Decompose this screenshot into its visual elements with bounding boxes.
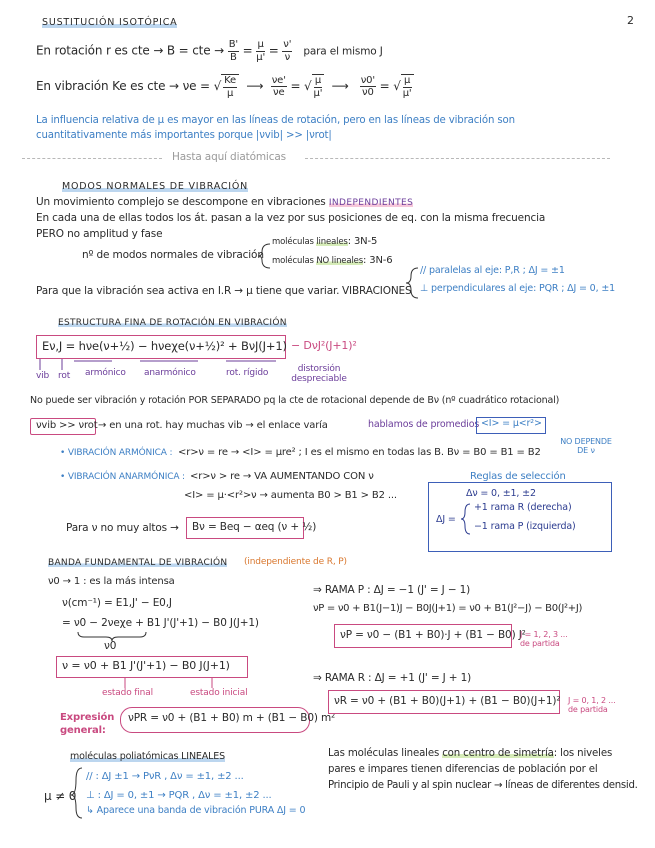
averages-note: hablamos de promedios	[368, 419, 480, 430]
most-intense-transition: ν0 → 1 : es la más intensa	[48, 576, 175, 587]
low-nu-equation: Bν = Beq − αeq (ν + ½)	[192, 521, 317, 533]
polyatomic-parallel: // : ΔJ ±1 → PνR , Δν = ±1, ±2 ...	[86, 771, 244, 782]
fraction-mu-ratio: $\frac{\mu}{\mu'}$	[256, 39, 266, 63]
vibraciones-label: VIBRACIONES	[342, 285, 412, 297]
linear-value: : 3N-5	[347, 236, 378, 247]
wavenumber-equation: ν = ν0 + B1 J'(J'+1) − B0 J(J+1)	[62, 659, 230, 672]
final-state-label: estado final	[102, 688, 153, 698]
nonlinear-value: : 3N-6	[363, 255, 393, 266]
label-rigid-rotor: rot. rígido	[226, 368, 269, 378]
anharmonic-inertia: <I> = μ·<r²>ν → aumenta B0 > B1 > B2 ...	[184, 490, 397, 501]
symmetry-line-1c: : los niveles	[553, 748, 613, 759]
branch-r-title: ⇒ RAMA R : ΔJ = +1 (J' = J + 1)	[313, 672, 472, 684]
branch-p-note: J = 1, 2, 3 ... de partida	[520, 630, 568, 649]
branch-r-note: J = 0, 1, 2 ... de partida	[568, 696, 616, 715]
symmetry-line-3: Principio de Pauli y al spin nuclear → líneas de diferentes densid.	[328, 780, 638, 791]
fraction-b-ratio: $\frac{B'}{B}$	[228, 39, 238, 63]
section-title-polyatomic: moléculas poliatómicas LINEALES	[70, 751, 225, 762]
label-rot: rot	[58, 371, 71, 381]
polyatomic-perpendicular: ⊥ : ΔJ = 0, ±1 → PQR , Δν = ±1, ±2 ...	[86, 790, 272, 801]
symmetry-line-1a: Las moléculas lineales	[328, 748, 440, 759]
harmonic-text: <r>ν = re → <I> = μre² ; I es el mismo en todas las B. Bν = B0 = B1 = B2	[178, 447, 541, 458]
section-title-fundamental-band: BANDA FUNDAMENTAL DE VIBRACIÓN	[48, 558, 228, 568]
independent-note: (independiente de R, P)	[244, 557, 347, 567]
label-distortion: distorsión despreciable	[291, 364, 347, 385]
anharmonic-label: • VIBRACIÓN ANARMÓNICA :	[60, 472, 185, 482]
sqrt-mu-ratio-1: $\frac{\mu}{\mu'}$	[313, 75, 323, 99]
section-title-normal-modes: MODOS NORMALES DE VIBRACIÓN	[62, 181, 249, 192]
distortion-term: − DνJ²(J+1)²	[291, 339, 357, 352]
rule-delta-nu: Δν = 0, ±1, ±2	[466, 488, 536, 499]
divider-label: Hasta aquí diatómicas	[172, 151, 286, 163]
no-depende-note: NO DEPENDE DE ν	[560, 437, 612, 456]
fraction-nue-ratio: $\frac{\nu e'}{\nu e}$	[271, 74, 286, 98]
vibration-line: En vibración Ke es cte → νe = √ $\frac{Ke}{\mu}$ ⟶ $\frac{\nu e'}{\nu e}$ = √ $\frac{\mu}{\mu'}$ ⟶ $\frac{\nu 0'}{\nu 0}$ = √ $\frac{\mu}{\mu'}$	[36, 74, 412, 99]
vib-rot-relation: νvib >> νrot	[36, 420, 98, 431]
nu0-label: ν0	[104, 640, 117, 652]
label-anarmonico: anarmónico	[144, 368, 196, 378]
rule-delta-j: ΔJ =	[436, 514, 456, 525]
perpendicular-rule: ⊥ perpendiculares al eje: PQR ; ΔJ = 0, ±1	[420, 283, 616, 294]
branch-p-equation: νP = ν0 − (B1 + B0)·J + (B1 − B0) J²	[340, 629, 526, 641]
linear-prefix: moléculas	[272, 237, 314, 247]
no-separate-note: No puede ser vibración y rotación POR SEPARADO pq la cte de rotacional depende de Bν (nº cuadrático rotacional)	[30, 395, 560, 406]
section-title-isotopic: SUSTITUCIÓN ISOTÓPICA	[42, 17, 178, 28]
nonlinear-word: NO lineales	[316, 256, 364, 266]
wavenumber-expansion: = ν0 − 2νeχe + B1 J'(J'+1) − B0 J(J+1)	[62, 617, 259, 629]
symmetry-line-2: pares e impares tienen diferencias de población por el	[328, 764, 598, 775]
independientes-label: INDEPENDIENTES	[328, 198, 414, 208]
modes-line-3: PERO no amplitud y fase	[36, 228, 163, 240]
label-armonico: armónico	[85, 368, 126, 378]
rotation-tail: para el mismo J	[303, 45, 383, 58]
anharmonic-text: <r>ν > re → VA AUMENTANDO CON ν	[190, 471, 374, 482]
modes-count-label: nº de modos normales de vibración	[82, 249, 264, 261]
fraction-nu-ratio: $\frac{\nu'}{\nu}$	[283, 39, 292, 63]
linear-word: lineales	[316, 237, 348, 247]
general-expression-label: Expresión general:	[60, 712, 115, 736]
branch-p-derivation: νP = ν0 + B1(J−1)J − B0J(J+1) = ν0 + B1(J²−J) − B0(J²+J)	[313, 603, 583, 614]
symmetry-line-1	[328, 748, 612, 760]
page-number: 2	[627, 14, 634, 27]
branch-p-title: ⇒ RAMA P : ΔJ = −1 (J' = J − 1)	[313, 584, 471, 596]
isotopic-note-line-1: La influencia relativa de μ es mayor en las líneas de rotación, pero en las líneas de vibración son	[36, 115, 515, 126]
low-nu-label: Para ν no muy altos →	[66, 522, 179, 534]
rotation-line: En rotación r es cte → B = cte → $\frac{B'}{B}$ = $\frac{\mu}{\mu'}$ = $\frac{\nu'}{\nu}$ para el mismo J	[36, 39, 383, 63]
vibration-text: En vibración Ke es cte → νe =	[36, 79, 210, 93]
initial-state-label: estado inicial	[190, 688, 248, 698]
rule-branch-r: +1 rama R (derecha)	[474, 502, 572, 513]
sqrt-ke-mu: $\frac{Ke}{\mu}$	[224, 75, 237, 99]
modes-line-2: En cada una de ellas todos los át. pasan a la vez por sus posiciones de eq. con la misma frecuencia	[36, 212, 546, 224]
vib-rot-explanation: → en una rot. hay muchas vib → el enlace varía	[98, 420, 328, 431]
harmonic-label: • VIBRACIÓN ARMÓNICA :	[60, 448, 173, 458]
rule-branch-p: −1 rama P (izquierda)	[474, 521, 576, 532]
fraction-nu0-ratio: $\frac{\nu 0'}{\nu 0}$	[360, 74, 375, 98]
label-vib: vib	[36, 371, 50, 381]
sqrt-mu-ratio-2: $\frac{\mu}{\mu'}$	[402, 75, 412, 99]
symmetry-center: con centro de simetría	[442, 748, 554, 759]
nonlinear-prefix: moléculas	[272, 256, 314, 266]
energy-equation: Eν,J = hνe(ν+½) − hνeχe(ν+½)² + BνJ(J+1)	[42, 339, 287, 353]
rotation-text: En rotación r es cte → B = cte →	[36, 43, 225, 58]
ir-active-condition: Para que la vibración sea activa en I.R → μ tiene que variar.	[36, 285, 340, 297]
general-expression: νPR = ν0 + (B1 + B0) m + (B1 − B0) m²	[128, 712, 336, 724]
parallel-rule: // paralelas al eje: P,R ; ΔJ = ±1	[420, 265, 565, 276]
selection-rules-title: Reglas de selección	[470, 471, 566, 482]
pure-vibration-band: ↳ Aparece una banda de vibración PURA ΔJ = 0	[86, 805, 306, 816]
modes-line-1-text: Un movimiento complejo se descompone en vibraciones	[36, 196, 326, 208]
mu-nonzero: μ ≠ 0	[44, 789, 77, 803]
average-inertia: <I> = μ<r²>	[481, 418, 542, 429]
branch-r-equation: νR = ν0 + (B1 + B0)(J+1) + (B1 − B0)(J+1)²	[334, 695, 561, 707]
section-title-fine-structure: ESTRUCTURA FINA DE ROTACIÓN EN VIBRACIÓN	[58, 318, 287, 328]
wavenumber-def: ν(cm⁻¹) = E1,J' − E0,J	[62, 597, 172, 609]
isotopic-note-line-2: cuantitativamente más importantes porque |νvib| >> |νrot|	[36, 130, 332, 141]
